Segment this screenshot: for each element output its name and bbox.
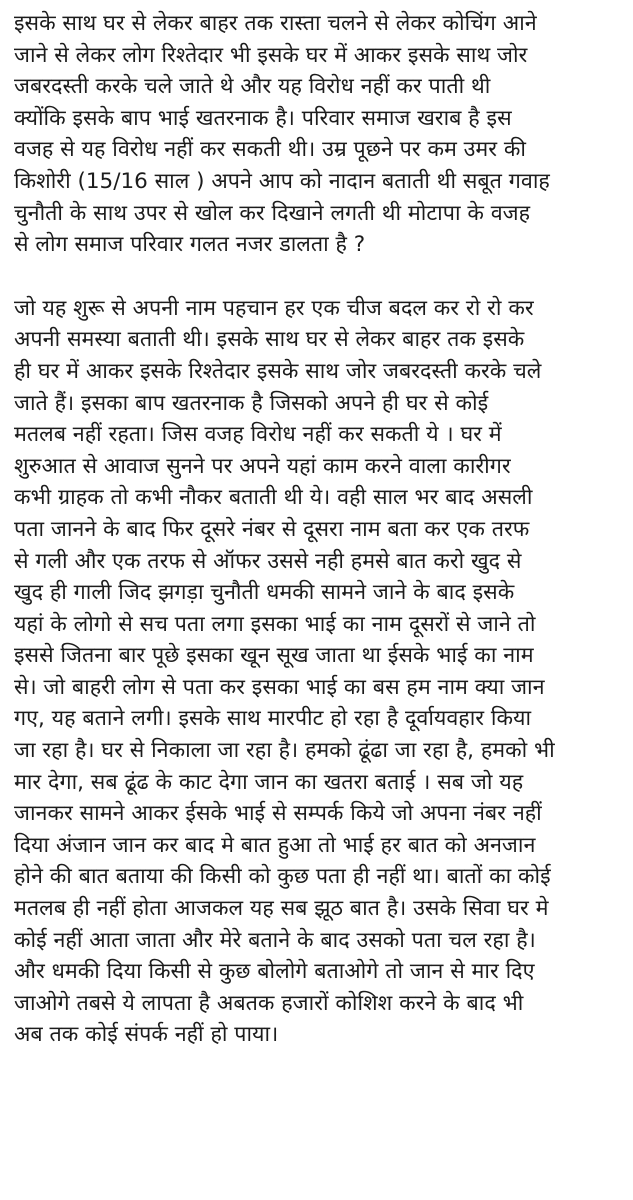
paragraph-1: इसके साथ घर से लेकर बाहर तक रास्ता चलने से लेकर कोचिंग आने जाने से लेकर लोग रिश्तेदार भी इसके घर में आकर इसके साथ जोर जबरदस्ती करके चले जाते थे और यह विरोध नहीं कर पाती थी क्योंकि इसके बाप भाई खतरनाक है। परिवार समाज खराब है इस वजह से यह विरोध नहीं कर सकती थी। उम्र पूछने पर कम उमर की किशोरी (15/16 साल ) अपने आप को नादान बताती थी सबूत गवाह चुनौती के साथ उपर से खोल कर दिखाने लगती थी मोटापा के वजह से लोग समाज परिवार गलत नजर डालता है ? <box>14 11 550 258</box>
paragraph-2: जो यह शुरू से अपनी नाम पहचान हर एक चीज बदल कर रो रो कर अपनी समस्या बताती थी। इसके साथ घर से लेकर बाहर तक इसके ही घर में आकर इसके रिश्तेदार इसके साथ जोर जबरदस्ती करके चले जाते हैं। इसका बाप खतरनाक है जिसको अपने ही घर से कोई मतलब नहीं रहता। जिस वजह विरोध नहीं कर सकती ये । घर में शुरुआत से आवाज सुनने पर अपने यहां काम करने वाला कारीगर कभी ग्राहक तो कभी नौकर बताती थी ये। वही साल भर बाद असली पता जानने के बाद फिर दूसरे नंबर से दूसरा नाम बता कर एक तरफ से गली और एक तरफ से ऑफर उससे नही हमसे बात करो खुद से खुद ही गाली जिद झगड़ा चुनौती धमकी सामने जाने के बाद इसके यहां के लोगो से सच पता लगा इसका भाई का नाम दूसरों से जाने तो इससे जितना बार पूछे इसका खून सूख जाता था ईसके भाई का नाम से। जो बाहरी लोग से पता कर इसका भाई का बस हम नाम क्या जान गए, यह बताने लगी। इसके साथ मारपीट हो रहा है दूर्वायवहार किया जा रहा है। घर से निकाला जा रहा है। हमको ढूंढा जा रहा है, हमको भी मार देगा, सब ढूंढ के काट देगा जान का खतरा बताई । सब जो यह जानकर सामने आकर ईसके भाई से सम्पर्क किये जो अपना नंबर नहीं दिया अंजान जान कर बाद मे बात हुआ तो भाई हर बात को अनजान होने की बात बताया की किसी को कुछ पता ही नहीं था। बातों का कोई मतलब ही नहीं होता आजकल यह सब झूठ बात है। उसके सिवा घर मे कोई नहीं आता जाता और मेरे बताने के बाद उसको पता चल रहा है। और धमकी दिया किसी से कुछ बोलोगे बताओगे तो जान से मार दिए जाओगे तबसे ये लापता है अबतक हजारों कोशिश करने के बाद भी अब तक कोई संपर्क नहीं हो पाया। <box>14 295 555 1048</box>
